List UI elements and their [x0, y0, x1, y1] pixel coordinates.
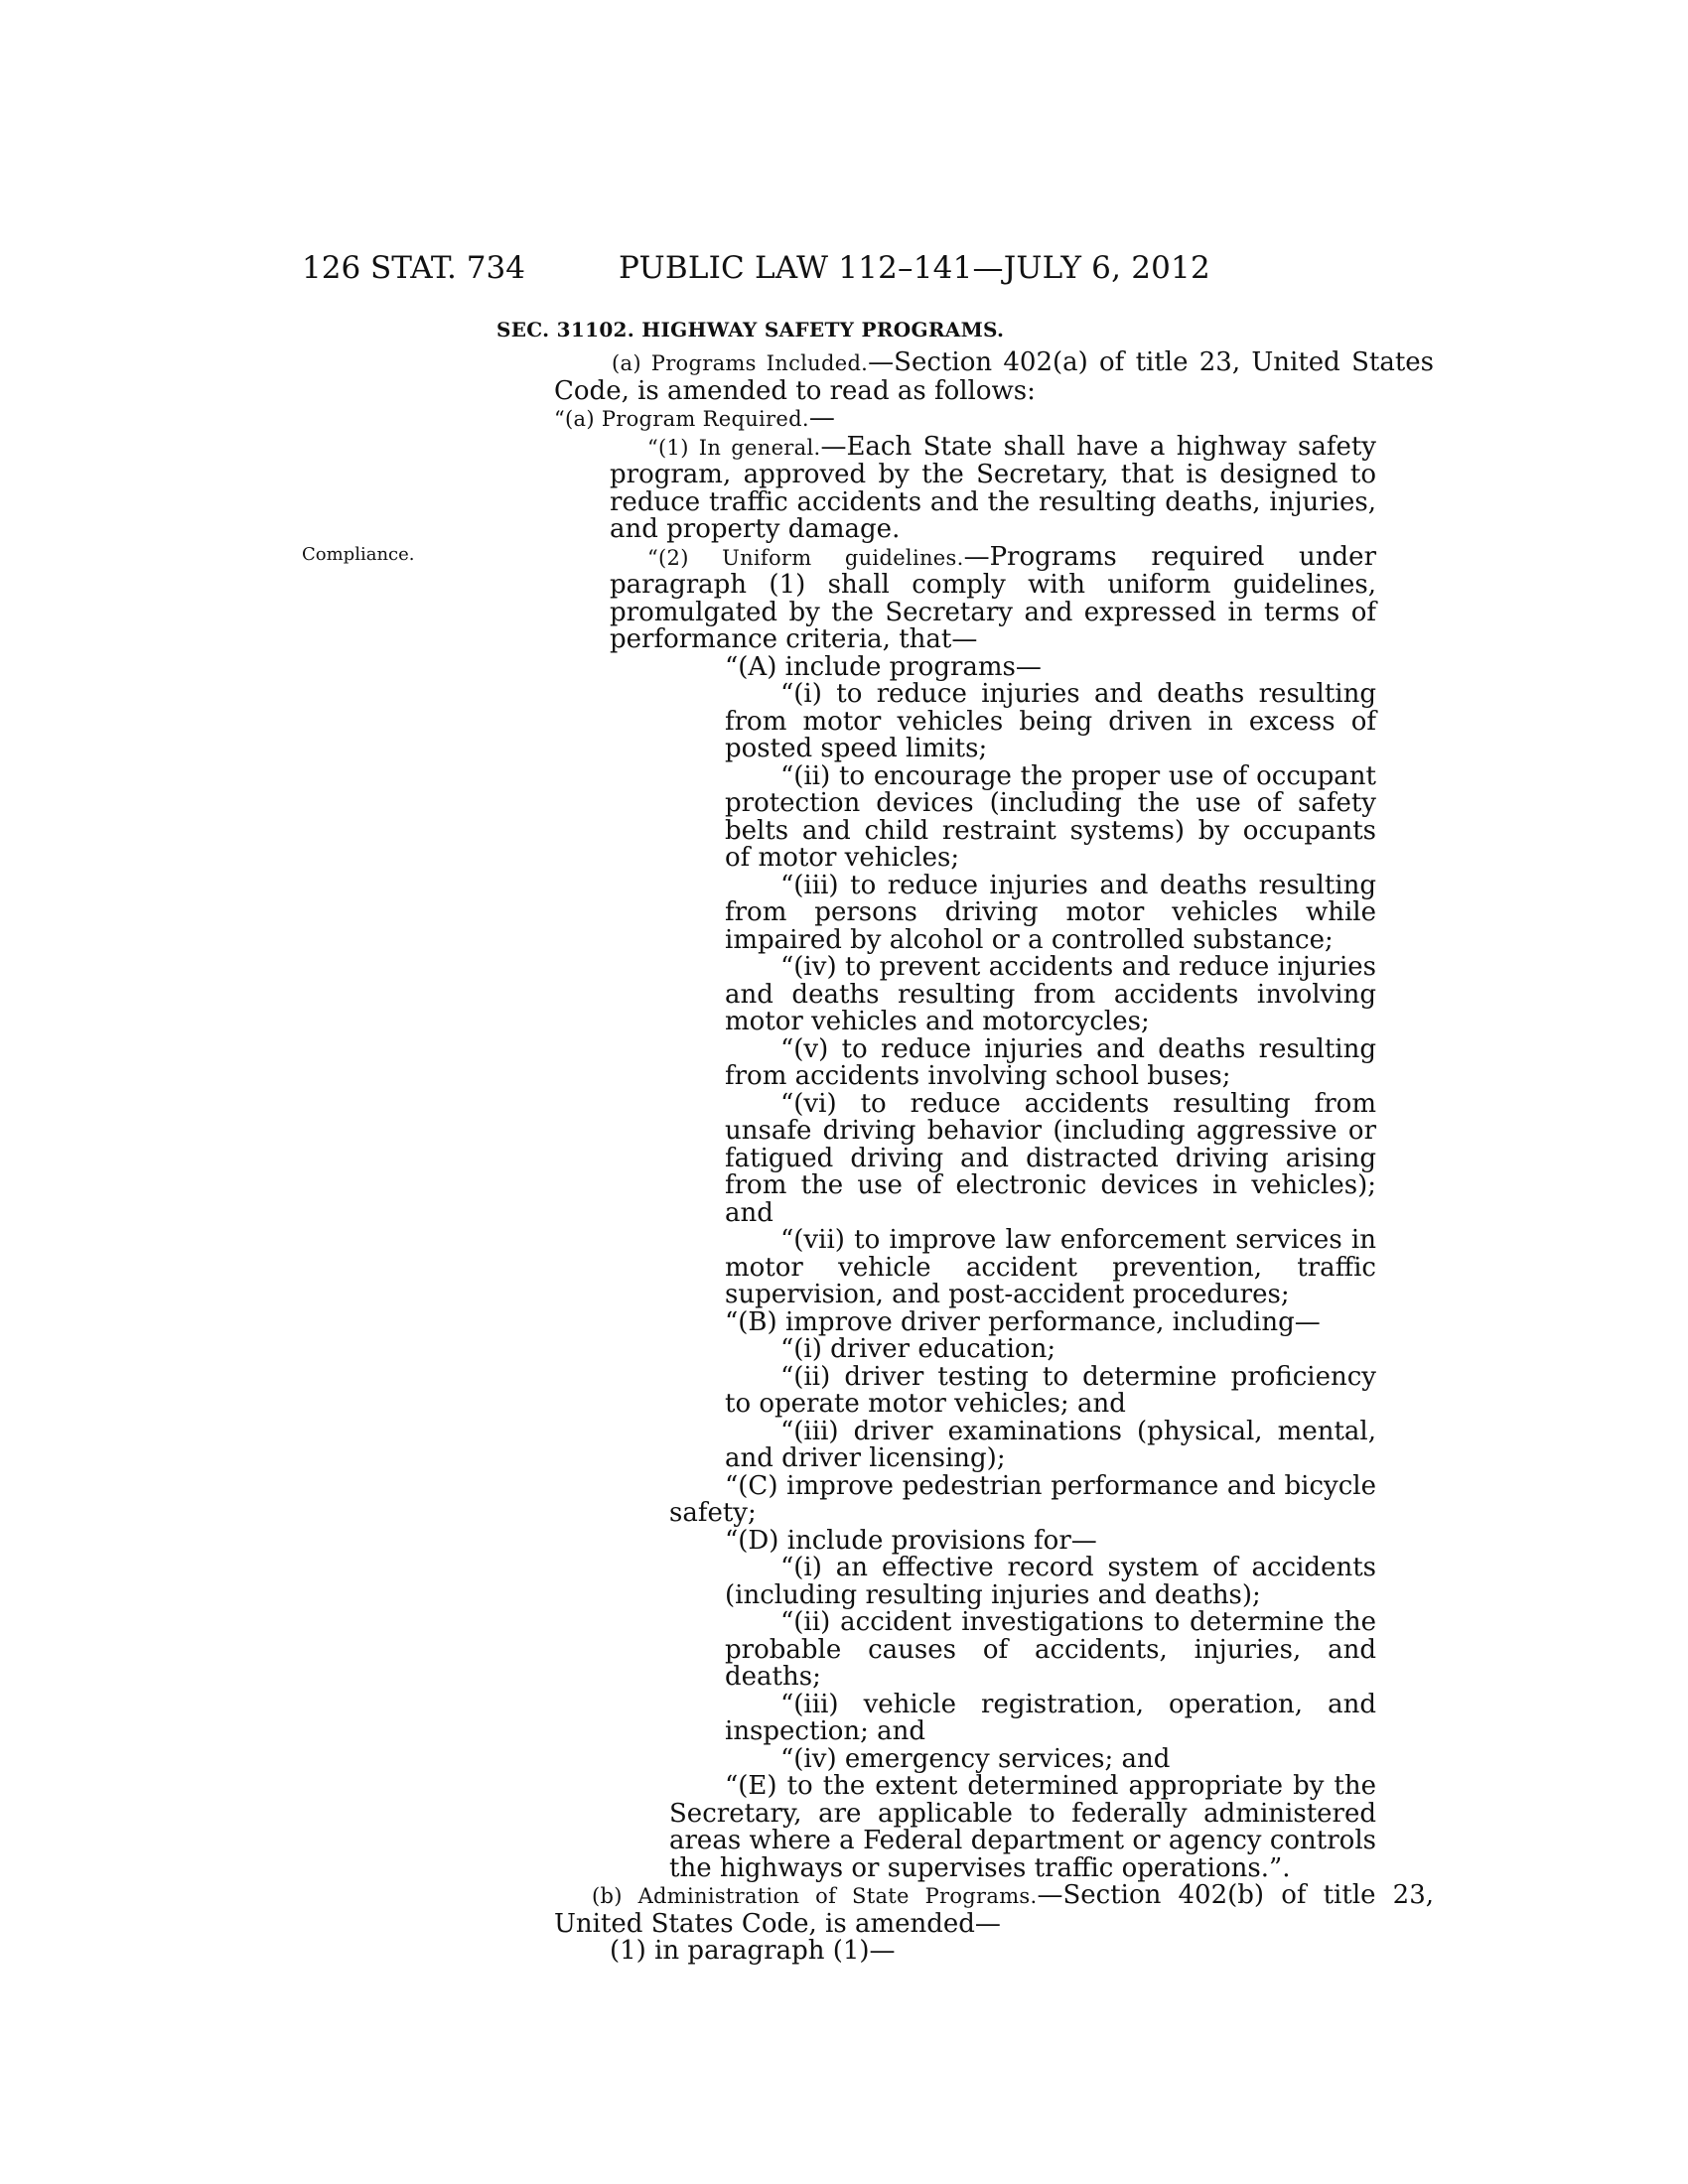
clause-A-vi: “(vi) to reduce accidents resulting from unsafe driving behavior (including aggressive or fatigued driving and distracted driving arising from the use of electronic devices in vehicles); and [725, 1088, 1376, 1228]
margin-note: Compliance. [302, 544, 415, 565]
section-heading: SEC. 31102. HIGHWAY SAFETY PROGRAMS. [496, 318, 1005, 341]
paragraph-2: “(2) Uniform guidelines.—Programs required under paragraph (1) shall comply with uniform guidelines, promulgated by the Secretary and expressed in terms of performance criteria, that— [610, 541, 1376, 654]
document-body [554, 347, 1435, 1966]
public-law-header: PUBLIC LAW 112–141—JULY 6, 2012 [619, 250, 1210, 286]
paragraph-b-1: (1) in paragraph (1)— [610, 1936, 896, 1966]
clause-A-ii: “(ii) to encourage the proper use of occupant protection devices (including the use of safety belts and child restraint systems) by occupants of motor vehicles; [725, 760, 1376, 873]
clause-A-iv: “(iv) to prevent accidents and reduce injuries and deaths resulting from accidents involving motor vehicles and motorcycles; [725, 952, 1376, 1036]
clause-A-vii: “(vii) to improve law enforcement services in motor vehicle accident prevention, traffic supervision, and post-accident procedures; [725, 1225, 1376, 1309]
paragraph-E: “(E) to the extent determined appropriate by the Secretary, are applicable to federally administered areas where a Federal department or agency controls the highways or supervises traffic operations.”. [669, 1771, 1376, 1883]
statute-page-number: 126 STAT. 734 [302, 250, 525, 286]
paragraph-D: “(D) include provisions for— [725, 1525, 1097, 1556]
paragraph-A: “(A) include programs— [725, 651, 1042, 682]
clause-B-ii: “(ii) driver testing to determine proficiency to operate motor vehicles; and [725, 1361, 1376, 1419]
clause-D-iii: “(iii) vehicle registration, operation, and inspection; and [725, 1689, 1376, 1746]
paragraph-b: (b) Administration of State Programs.—Section 402(b) of title 23, United States Code, is amended— [554, 1880, 1434, 1939]
clause-D-i: “(i) an effective record system of accidents (including resulting injuries and deaths); [725, 1553, 1376, 1610]
clause-D-iv: “(iv) emergency services; and [780, 1743, 1171, 1774]
clause-B-iii: “(iii) driver examinations (physical, mental, and driver licensing); [725, 1416, 1376, 1473]
clause-A-iii: “(iii) to reduce injuries and deaths resulting from persons driving motor vehicles while impaired by alcohol or a controlled substance; [725, 870, 1376, 955]
paragraph-quoted-a: “(a) Program Required.— [554, 403, 835, 433]
clause-D-ii: “(ii) accident investigations to determine the probable causes of accidents, injuries, and deaths; [725, 1607, 1376, 1692]
paragraph-C: “(C) improve pedestrian performance and bicycle safety; [669, 1470, 1376, 1528]
paragraph-1: “(1) In general.—Each State shall have a highway safety program, approved by the Secretary, that is designed to reduce traffic accidents and the resulting deaths, injuries, and property damage. [610, 431, 1376, 544]
paragraph-a: (a) Programs Included.—Section 402(a) of title 23, United States Code, is amended to read as follows: [554, 347, 1435, 406]
clause-A-v: “(v) to reduce injuries and deaths resulting from accidents involving school buses; [725, 1033, 1376, 1091]
paragraph-B: “(B) improve driver performance, including— [725, 1306, 1321, 1337]
clause-A-i: “(i) to reduce injuries and deaths resulting from motor vehicles being driven in excess of posted speed limits; [725, 679, 1376, 763]
clause-B-i: “(i) driver education; [780, 1334, 1056, 1364]
